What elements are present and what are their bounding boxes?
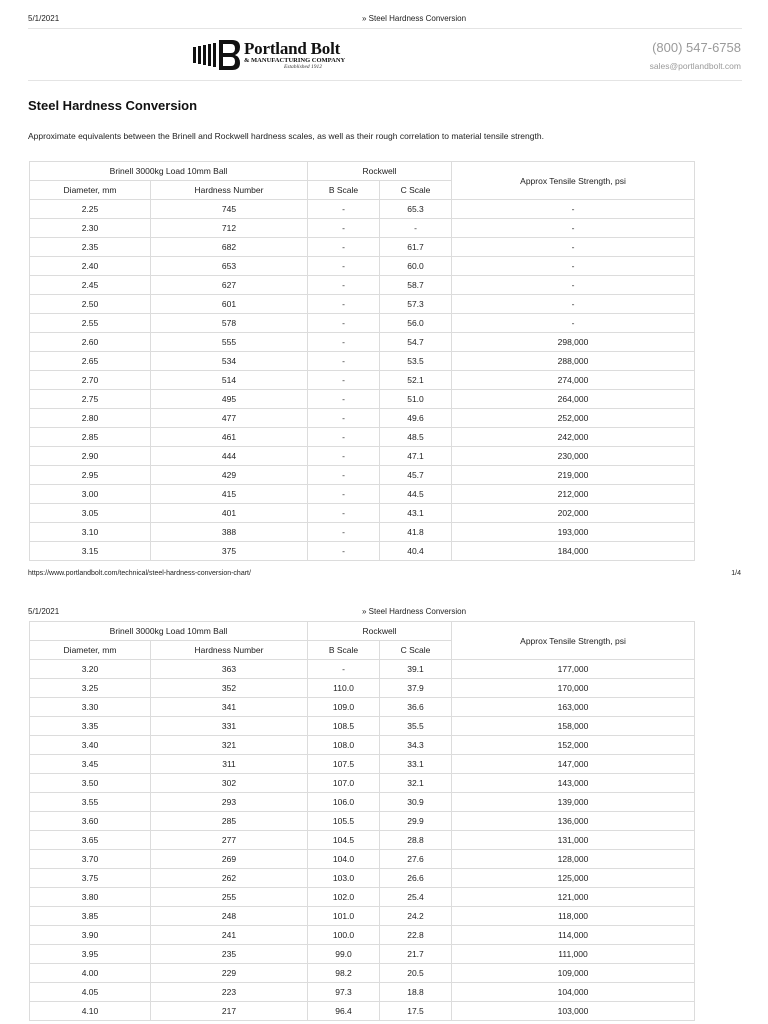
b-scale-cell: - xyxy=(308,276,380,295)
table-row xyxy=(30,869,695,888)
tensile-cell: 230,000 xyxy=(452,447,695,466)
c-scale-cell: 53.5 xyxy=(380,352,452,371)
hardness-table-page-1 xyxy=(29,161,695,561)
hardness-header: Hardness Number xyxy=(151,641,308,660)
diameter-cell: 3.55 xyxy=(30,793,151,812)
tensile-cell: 163,000 xyxy=(452,698,695,717)
brinell-header: Brinell 3000kg Load 10mm Ball xyxy=(30,162,308,181)
table-row xyxy=(30,523,695,542)
b-scale-cell: 98.2 xyxy=(308,964,380,983)
diameter-cell: 3.80 xyxy=(30,888,151,907)
c-scale-cell: 18.8 xyxy=(380,983,452,1002)
b-scale-cell: - xyxy=(308,238,380,257)
tensile-cell: 118,000 xyxy=(452,907,695,926)
hardness-cell: 255 xyxy=(151,888,308,907)
print-date-page-2: 5/1/2021 xyxy=(28,607,60,616)
b-scale-cell: 107.0 xyxy=(308,774,380,793)
c-scale-header: C Scale xyxy=(380,641,452,660)
c-scale-cell: 33.1 xyxy=(380,755,452,774)
print-date: 5/1/2021 xyxy=(28,14,60,23)
hardness-cell: 682 xyxy=(151,238,308,257)
table-row xyxy=(30,238,695,257)
c-scale-cell: 49.6 xyxy=(380,409,452,428)
tensile-cell: 274,000 xyxy=(452,371,695,390)
hardness-cell: 444 xyxy=(151,447,308,466)
b-scale-cell: - xyxy=(308,314,380,333)
b-scale-cell: 108.5 xyxy=(308,717,380,736)
c-scale-cell: 21.7 xyxy=(380,945,452,964)
tensile-cell: - xyxy=(452,219,695,238)
diameter-cell: 4.10 xyxy=(30,1002,151,1021)
diameter-cell: 3.20 xyxy=(30,660,151,679)
table-row xyxy=(30,485,695,504)
b-scale-header: B Scale xyxy=(308,181,380,200)
portland-bolt-logo[interactable] xyxy=(192,37,345,73)
diameter-header: Diameter, mm xyxy=(30,641,151,660)
hardness-cell: 235 xyxy=(151,945,308,964)
hardness-cell: 477 xyxy=(151,409,308,428)
tensile-cell: 114,000 xyxy=(452,926,695,945)
hardness-cell: 229 xyxy=(151,964,308,983)
table-row xyxy=(30,333,695,352)
table-row xyxy=(30,907,695,926)
b-scale-cell: - xyxy=(308,257,380,276)
table-row xyxy=(30,1002,695,1021)
hardness-cell: 514 xyxy=(151,371,308,390)
b-scale-cell: - xyxy=(308,200,380,219)
table-row xyxy=(30,504,695,523)
c-scale-cell: 45.7 xyxy=(380,466,452,485)
diameter-cell: 4.00 xyxy=(30,964,151,983)
table-row xyxy=(30,755,695,774)
diameter-cell: 3.15 xyxy=(30,542,151,561)
b-scale-cell: - xyxy=(308,542,380,561)
diameter-cell: 2.40 xyxy=(30,257,151,276)
diameter-cell: 2.25 xyxy=(30,200,151,219)
hardness-cell: 248 xyxy=(151,907,308,926)
b-scale-cell: - xyxy=(308,333,380,352)
table-row xyxy=(30,717,695,736)
b-scale-cell: 109.0 xyxy=(308,698,380,717)
tensile-cell: 143,000 xyxy=(452,774,695,793)
b-scale-cell: 96.4 xyxy=(308,1002,380,1021)
hardness-cell: 262 xyxy=(151,869,308,888)
b-scale-cell: - xyxy=(308,504,380,523)
table-row xyxy=(30,698,695,717)
b-scale-cell: 104.5 xyxy=(308,831,380,850)
hardness-cell: 352 xyxy=(151,679,308,698)
c-scale-cell: 35.5 xyxy=(380,717,452,736)
c-scale-cell: 41.8 xyxy=(380,523,452,542)
c-scale-cell: 60.0 xyxy=(380,257,452,276)
hardness-cell: 331 xyxy=(151,717,308,736)
tensile-cell: - xyxy=(452,295,695,314)
tensile-cell: 242,000 xyxy=(452,428,695,447)
b-scale-cell: - xyxy=(308,466,380,485)
diameter-cell: 3.85 xyxy=(30,907,151,926)
table-row xyxy=(30,447,695,466)
diameter-cell: 2.90 xyxy=(30,447,151,466)
tensile-cell: 109,000 xyxy=(452,964,695,983)
table-row xyxy=(30,774,695,793)
tensile-cell: 103,000 xyxy=(452,1002,695,1021)
hardness-cell: 269 xyxy=(151,850,308,869)
hardness-cell: 321 xyxy=(151,736,308,755)
table-row xyxy=(30,983,695,1002)
hardness-cell: 401 xyxy=(151,504,308,523)
table-row xyxy=(30,812,695,831)
hardness-cell: 745 xyxy=(151,200,308,219)
c-scale-cell: 57.3 xyxy=(380,295,452,314)
logo-name: Portland Bolt xyxy=(244,38,341,58)
diameter-cell: 3.50 xyxy=(30,774,151,793)
hardness-cell: 429 xyxy=(151,466,308,485)
tensile-cell: 125,000 xyxy=(452,869,695,888)
intro-text: Approximate equivalents between the Brinell and Rockwell hardness scales, as well as their rough correlation to material tensile strength. xyxy=(28,131,544,141)
table-row xyxy=(30,276,695,295)
diameter-cell: 2.85 xyxy=(30,428,151,447)
c-scale-cell: 61.7 xyxy=(380,238,452,257)
logo-established: Established 1912 xyxy=(284,63,323,70)
c-scale-cell: 36.6 xyxy=(380,698,452,717)
brinell-header: Brinell 3000kg Load 10mm Ball xyxy=(30,622,308,641)
c-scale-cell: 20.5 xyxy=(380,964,452,983)
table-row xyxy=(30,850,695,869)
b-scale-cell: 100.0 xyxy=(308,926,380,945)
logo-divider xyxy=(28,80,742,81)
c-scale-cell: 25.4 xyxy=(380,888,452,907)
hardness-cell: 223 xyxy=(151,983,308,1002)
b-scale-cell: - xyxy=(308,295,380,314)
c-scale-cell: 52.1 xyxy=(380,371,452,390)
hardness-cell: 311 xyxy=(151,755,308,774)
diameter-cell: 2.50 xyxy=(30,295,151,314)
b-scale-cell: - xyxy=(308,219,380,238)
c-scale-cell: - xyxy=(380,219,452,238)
tensile-cell: 252,000 xyxy=(452,409,695,428)
tensile-cell: - xyxy=(452,257,695,276)
tensile-cell: 147,000 xyxy=(452,755,695,774)
tensile-cell: 104,000 xyxy=(452,983,695,1002)
page-title: Steel Hardness Conversion xyxy=(28,98,198,113)
hardness-cell: 601 xyxy=(151,295,308,314)
diameter-cell: 2.45 xyxy=(30,276,151,295)
table-row xyxy=(30,314,695,333)
hardness-cell: 534 xyxy=(151,352,308,371)
table-row xyxy=(30,679,695,698)
c-scale-cell: 28.8 xyxy=(380,831,452,850)
print-doc-title-page-2: » Steel Hardness Conversion xyxy=(362,607,467,616)
table-row xyxy=(30,964,695,983)
b-scale-cell: 97.3 xyxy=(308,983,380,1002)
b-scale-cell: - xyxy=(308,371,380,390)
diameter-cell: 2.80 xyxy=(30,409,151,428)
c-scale-cell: 56.0 xyxy=(380,314,452,333)
tensile-cell: 288,000 xyxy=(452,352,695,371)
c-scale-cell: 34.3 xyxy=(380,736,452,755)
b-scale-cell: 105.5 xyxy=(308,812,380,831)
b-scale-header: B Scale xyxy=(308,641,380,660)
header-divider xyxy=(28,28,742,29)
hardness-cell: 363 xyxy=(151,660,308,679)
logo-subtitle: & MANUFACTURING COMPANY xyxy=(244,56,346,64)
c-scale-cell: 27.6 xyxy=(380,850,452,869)
c-scale-cell: 65.3 xyxy=(380,200,452,219)
b-scale-cell: - xyxy=(308,390,380,409)
table-row xyxy=(30,793,695,812)
diameter-cell: 3.65 xyxy=(30,831,151,850)
c-scale-cell: 58.7 xyxy=(380,276,452,295)
c-scale-cell: 51.0 xyxy=(380,390,452,409)
tensile-cell: 131,000 xyxy=(452,831,695,850)
diameter-cell: 3.35 xyxy=(30,717,151,736)
hardness-cell: 653 xyxy=(151,257,308,276)
c-scale-cell: 26.6 xyxy=(380,869,452,888)
diameter-cell: 3.25 xyxy=(30,679,151,698)
diameter-cell: 3.05 xyxy=(30,504,151,523)
b-scale-cell: 99.0 xyxy=(308,945,380,964)
b-scale-cell: 108.0 xyxy=(308,736,380,755)
c-scale-cell: 24.2 xyxy=(380,907,452,926)
diameter-cell: 4.05 xyxy=(30,983,151,1002)
diameter-cell: 3.95 xyxy=(30,945,151,964)
b-scale-cell: - xyxy=(308,523,380,542)
b-scale-cell: 101.0 xyxy=(308,907,380,926)
c-scale-cell: 47.1 xyxy=(380,447,452,466)
diameter-header: Diameter, mm xyxy=(30,181,151,200)
hardness-cell: 495 xyxy=(151,390,308,409)
hardness-cell: 712 xyxy=(151,219,308,238)
diameter-cell: 3.70 xyxy=(30,850,151,869)
tensile-cell: 170,000 xyxy=(452,679,695,698)
c-scale-cell: 54.7 xyxy=(380,333,452,352)
c-scale-cell: 48.5 xyxy=(380,428,452,447)
hardness-cell: 375 xyxy=(151,542,308,561)
table-row xyxy=(30,466,695,485)
hardness-cell: 388 xyxy=(151,523,308,542)
tensile-cell: 128,000 xyxy=(452,850,695,869)
footer-url[interactable]: https://www.portlandbolt.com/technical/steel-hardness-conversion-chart/ xyxy=(28,570,251,577)
table-row xyxy=(30,352,695,371)
tensile-cell: 152,000 xyxy=(452,736,695,755)
page-number: 1/4 xyxy=(731,570,741,577)
tensile-cell: - xyxy=(452,200,695,219)
c-scale-cell: 37.9 xyxy=(380,679,452,698)
hardness-cell: 341 xyxy=(151,698,308,717)
table-row xyxy=(30,660,695,679)
c-scale-cell: 17.5 xyxy=(380,1002,452,1021)
table-row xyxy=(30,200,695,219)
diameter-cell: 2.95 xyxy=(30,466,151,485)
diameter-cell: 2.70 xyxy=(30,371,151,390)
tensile-cell: 219,000 xyxy=(452,466,695,485)
diameter-cell: 3.00 xyxy=(30,485,151,504)
table-row xyxy=(30,926,695,945)
diameter-cell: 2.55 xyxy=(30,314,151,333)
email-link[interactable]: sales@portlandbolt.com xyxy=(649,61,741,71)
diameter-cell: 2.60 xyxy=(30,333,151,352)
table-row xyxy=(30,409,695,428)
c-scale-cell: 43.1 xyxy=(380,504,452,523)
hardness-cell: 555 xyxy=(151,333,308,352)
c-scale-cell: 29.9 xyxy=(380,812,452,831)
tensile-cell: 136,000 xyxy=(452,812,695,831)
tensile-cell: - xyxy=(452,314,695,333)
tensile-cell: 298,000 xyxy=(452,333,695,352)
b-scale-cell: 110.0 xyxy=(308,679,380,698)
tensile-cell: 158,000 xyxy=(452,717,695,736)
diameter-cell: 3.75 xyxy=(30,869,151,888)
hardness-cell: 285 xyxy=(151,812,308,831)
tensile-cell: 121,000 xyxy=(452,888,695,907)
table-row xyxy=(30,371,695,390)
tensile-cell: 111,000 xyxy=(452,945,695,964)
hardness-header: Hardness Number xyxy=(151,181,308,200)
diameter-cell: 2.65 xyxy=(30,352,151,371)
b-scale-cell: 103.0 xyxy=(308,869,380,888)
table-row xyxy=(30,831,695,850)
tensile-cell: 264,000 xyxy=(452,390,695,409)
b-scale-cell: 106.0 xyxy=(308,793,380,812)
table-row xyxy=(30,736,695,755)
hardness-cell: 217 xyxy=(151,1002,308,1021)
table-row xyxy=(30,219,695,238)
tensile-cell: 202,000 xyxy=(452,504,695,523)
hardness-cell: 627 xyxy=(151,276,308,295)
c-scale-cell: 44.5 xyxy=(380,485,452,504)
diameter-cell: 3.40 xyxy=(30,736,151,755)
hardness-cell: 415 xyxy=(151,485,308,504)
diameter-cell: 3.90 xyxy=(30,926,151,945)
tensile-header: Approx Tensile Strength, psi xyxy=(452,622,695,660)
table-row xyxy=(30,428,695,447)
diameter-cell: 3.10 xyxy=(30,523,151,542)
tensile-cell: 212,000 xyxy=(452,485,695,504)
hardness-table-page-2 xyxy=(29,621,695,1021)
b-scale-cell: - xyxy=(308,409,380,428)
tensile-cell: - xyxy=(452,276,695,295)
print-doc-title: » Steel Hardness Conversion xyxy=(362,14,467,23)
c-scale-cell: 30.9 xyxy=(380,793,452,812)
table-row xyxy=(30,542,695,561)
c-scale-cell: 39.1 xyxy=(380,660,452,679)
diameter-cell: 2.30 xyxy=(30,219,151,238)
b-scale-cell: - xyxy=(308,447,380,466)
b-scale-cell: 107.5 xyxy=(308,755,380,774)
diameter-cell: 3.60 xyxy=(30,812,151,831)
c-scale-header: C Scale xyxy=(380,181,452,200)
rockwell-header: Rockwell xyxy=(308,622,452,641)
b-scale-cell: - xyxy=(308,428,380,447)
table-row xyxy=(30,295,695,314)
tensile-cell: 193,000 xyxy=(452,523,695,542)
diameter-cell: 3.45 xyxy=(30,755,151,774)
table-row xyxy=(30,390,695,409)
tensile-cell: 184,000 xyxy=(452,542,695,561)
hardness-cell: 277 xyxy=(151,831,308,850)
tensile-cell: 177,000 xyxy=(452,660,695,679)
hardness-cell: 293 xyxy=(151,793,308,812)
bolt-logo-icon xyxy=(192,37,242,73)
c-scale-cell: 22.8 xyxy=(380,926,452,945)
diameter-cell: 2.35 xyxy=(30,238,151,257)
b-scale-cell: - xyxy=(308,352,380,371)
b-scale-cell: - xyxy=(308,485,380,504)
hardness-cell: 578 xyxy=(151,314,308,333)
hardness-cell: 241 xyxy=(151,926,308,945)
table-row xyxy=(30,888,695,907)
rockwell-header: Rockwell xyxy=(308,162,452,181)
b-scale-cell: - xyxy=(308,660,380,679)
hardness-cell: 461 xyxy=(151,428,308,447)
diameter-cell: 2.75 xyxy=(30,390,151,409)
tensile-header: Approx Tensile Strength, psi xyxy=(452,162,695,200)
table-row xyxy=(30,945,695,964)
table-row xyxy=(30,257,695,276)
phone-number[interactable]: (800) 547-6758 xyxy=(652,40,741,55)
tensile-cell: - xyxy=(452,238,695,257)
c-scale-cell: 32.1 xyxy=(380,774,452,793)
c-scale-cell: 40.4 xyxy=(380,542,452,561)
b-scale-cell: 104.0 xyxy=(308,850,380,869)
hardness-cell: 302 xyxy=(151,774,308,793)
b-scale-cell: 102.0 xyxy=(308,888,380,907)
diameter-cell: 3.30 xyxy=(30,698,151,717)
tensile-cell: 139,000 xyxy=(452,793,695,812)
